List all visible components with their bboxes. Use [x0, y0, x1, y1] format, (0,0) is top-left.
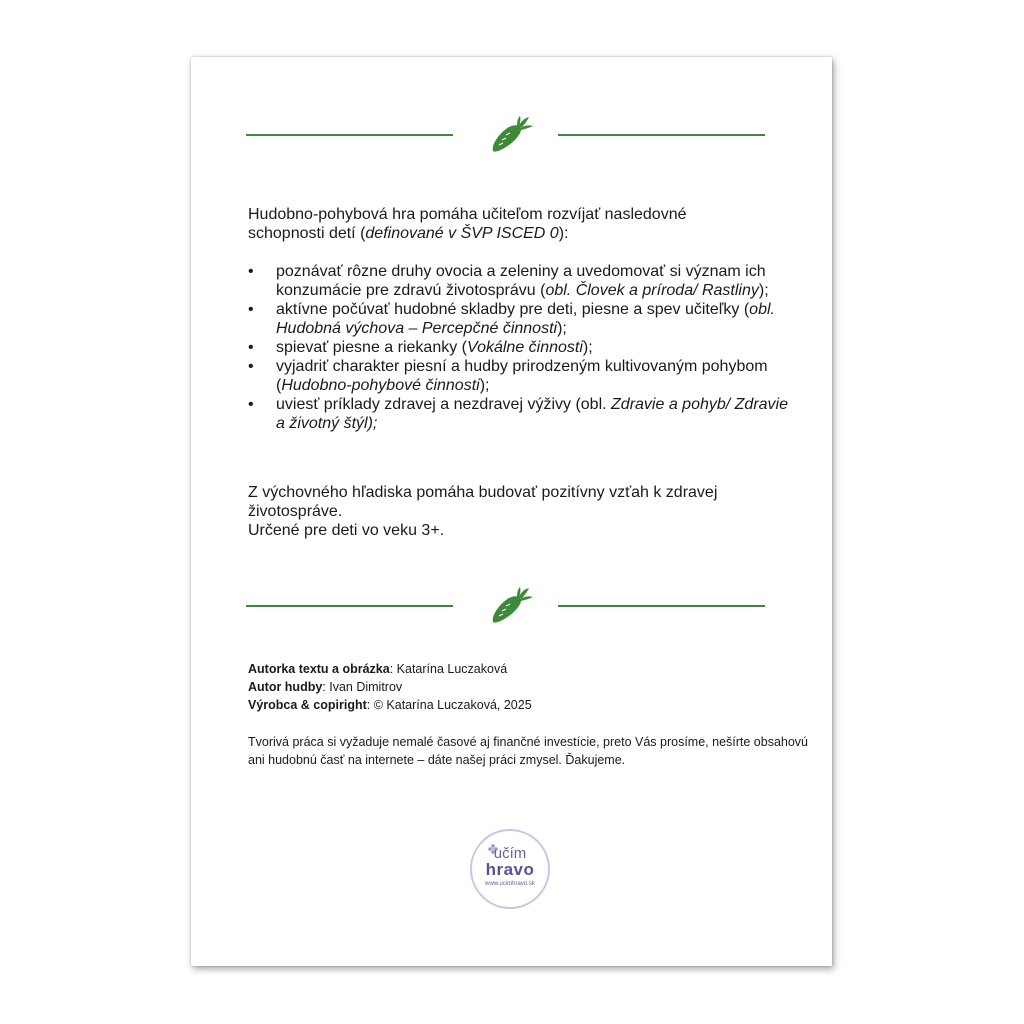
carrot-icon [487, 586, 535, 626]
list-item-text: poznávať rôzne druhy ovocia a zeleniny a uvedomovať si význam ich konzumácie pre zdravú životosprávu ( [276, 263, 766, 299]
intro-line-2-italic: definované v ŠVP ISCED 0 [365, 225, 559, 242]
divider-line-right [558, 605, 765, 607]
list-item-italic: Zdravie a pohyb/ Zdravie a životný štýl); [276, 396, 789, 432]
carrot-icon [487, 115, 535, 155]
ucim-hravo-logo [470, 829, 550, 909]
skills-list [248, 262, 788, 433]
list-item [248, 338, 788, 357]
outro-line-2: Určené pre deti vo veku 3+. [248, 522, 445, 539]
credit-line [248, 678, 808, 696]
document-page [191, 57, 832, 966]
divider-line-left [246, 134, 453, 136]
divider-line-left [246, 605, 453, 607]
list-item-text: spievať piesne a riekanky ( [276, 339, 467, 356]
intro-line-2-suffix: ): [558, 225, 569, 242]
bottom-divider [191, 584, 832, 628]
divider-line-right [558, 134, 765, 136]
intro-paragraph [248, 205, 788, 243]
intro-line-2-prefix: schopnosti detí ( [248, 225, 366, 242]
credit-value: : Katarína Luczaková [389, 662, 508, 676]
list-item-suffix: ); [479, 377, 490, 394]
credit-line [248, 696, 808, 714]
bullet: • [248, 263, 254, 280]
bullet: • [248, 358, 254, 375]
list-item-italic: Vokálne činnosti [466, 339, 583, 356]
credit-value: : © Katarína Luczaková, 2025 [366, 698, 532, 712]
outro-line-1: Z výchovného hľadiska pomáha budovať pozitívny vzťah k zdravej životospráve. [248, 484, 718, 520]
list-item-italic: Hudobno-pohybové činnosti [281, 377, 480, 394]
list-item-italic: obl. Človek a príroda/ Rastliny [545, 282, 759, 299]
top-divider [191, 113, 832, 157]
list-item [248, 395, 788, 433]
credits [248, 660, 808, 714]
list-item-suffix: ); [582, 339, 593, 356]
bullet: • [248, 396, 254, 413]
copyright-note: Tvorivá práca si vyžaduje nemalé časové aj finančné investície, preto Vás prosíme, nešírte obsahovú ani hudobnú časť na internete – dáte našej práci zmysel. Ďakujeme. [248, 735, 809, 767]
credit-label: Autor hudby [248, 680, 323, 694]
list-item-text: vyjadriť charakter piesní a hudby prirodzeným kultivovaným pohybom ( [276, 358, 768, 394]
list-item [248, 357, 788, 395]
credit-label: Výrobca & copiright [248, 698, 367, 712]
credit-value: : Ivan Dimitrov [322, 680, 403, 694]
bullet: • [248, 301, 254, 318]
logo-url: www.ucimhravo.sk [485, 881, 535, 887]
list-item-text: aktívne počúvať hudobné skladby pre deti, piesne a spev učiteľky ( [276, 301, 750, 318]
outro-paragraph [248, 483, 788, 540]
credit-line [248, 660, 808, 678]
intro-line-1: Hudobno-pohybová hra pomáha učiteľom rozvíjať nasledovné [248, 206, 687, 223]
list-item [248, 262, 788, 300]
list-item-italic: obl. Hudobná výchova – Percepčné činnosti [276, 301, 775, 337]
list-item [248, 300, 788, 338]
logo-word-2: hravo [485, 860, 535, 879]
logo-word-1: učím [493, 845, 527, 862]
list-item-text: uviesť príklady zdravej a nezdravej výživy (obl. [276, 396, 612, 413]
bullet: • [248, 339, 254, 356]
list-item-suffix: ); [758, 282, 769, 299]
credit-label: Autorka textu a obrázka [248, 662, 390, 676]
list-item-suffix: ); [557, 320, 567, 337]
